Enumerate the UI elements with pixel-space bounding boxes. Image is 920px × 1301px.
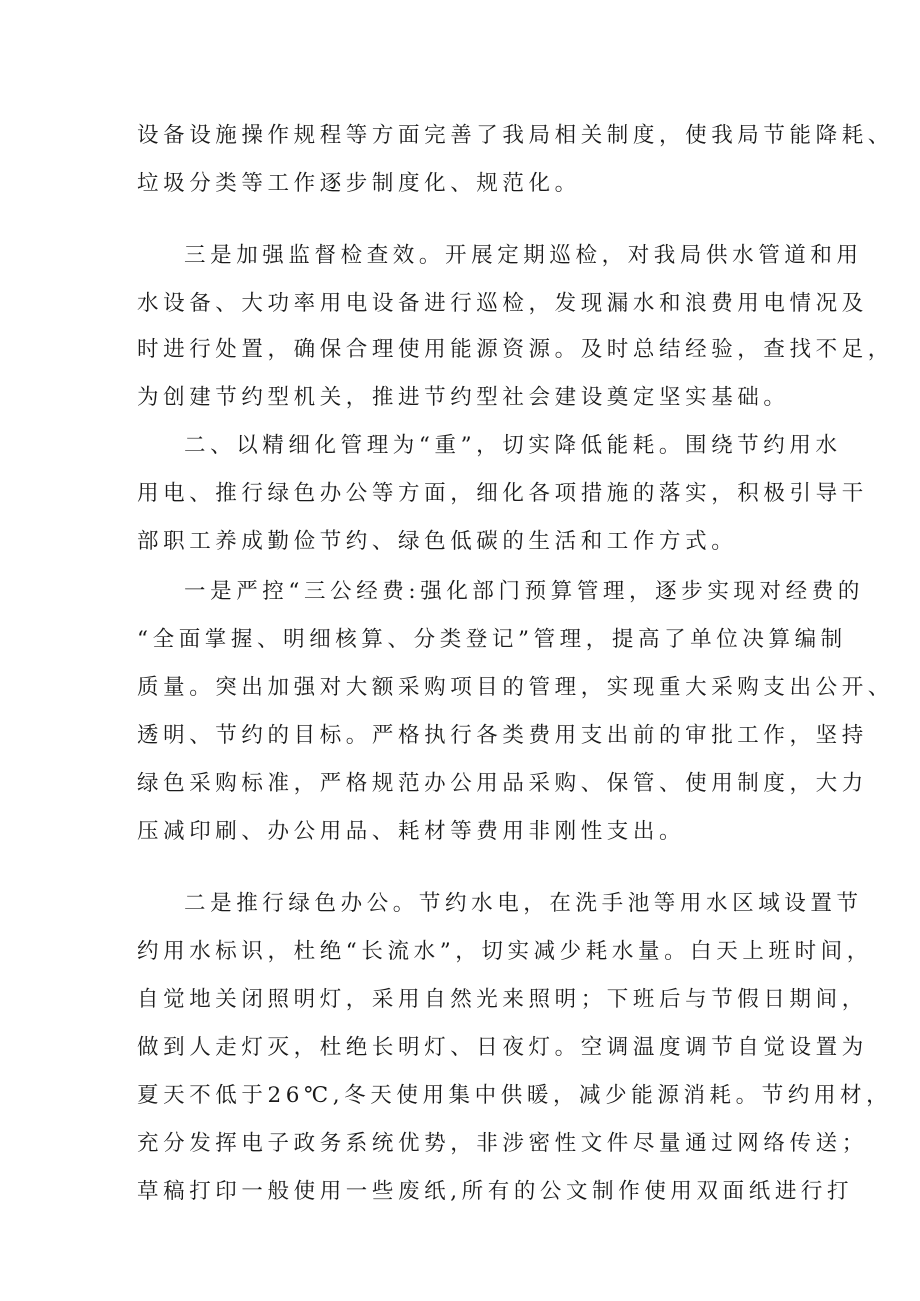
text-line: 充分发挥电子政务系统优势，非涉密性文件尽量通过网络传送； — [137, 1131, 868, 1156]
paragraph-first-line: 一是严控“三公经费:强化部门预算管理，逐步实现对经费的 — [184, 579, 864, 604]
text-line: 自觉地关闭照明灯，采用自然光来照明；下班后与节假日期间， — [137, 987, 868, 1012]
text-line: 垃圾分类等工作逐步制度化、规范化。 — [137, 171, 581, 196]
text-line: 时进行处置，确保合理使用能源资源。及时总结经验，查找不足， — [137, 337, 894, 362]
text-line: 绿色采购标准，严格规范办公用品采购、保管、使用制度，大力 — [137, 771, 868, 796]
text-line: 水设备、大功率用电设备进行巡检，发现漏水和浪费用电情况及 — [137, 291, 868, 316]
text-line: 约用水标识，杜绝“长流水”，切实减少耗水量。白天上班时间， — [137, 939, 873, 964]
text-line: 为创建节约型机关，推进节约型社会建设奠定坚实基础。 — [137, 385, 790, 410]
text-line: 做到人走灯灭，杜绝长明灯、日夜灯。空调温度调节自觉设置为 — [137, 1035, 868, 1060]
text-line: 设备设施操作规程等方面完善了我局相关制度，使我局节能降耗、 — [137, 123, 894, 148]
text-line: 用电、推行绿色办公等方面，细化各项措施的落实，积极引导干 — [137, 481, 868, 506]
section-heading-line: 二、以精细化管理为“重”，切实降低能耗。围绕节约用水 — [184, 433, 842, 458]
text-line: “全面掌握、明细核算、分类登记”管理，提高了单位决算编制 — [137, 627, 847, 652]
text-line: 草稿打印一般使用一些废纸,所有的公文制作使用双面纸进行打 — [137, 1179, 854, 1204]
text-line: 部职工养成勤俭节约、绿色低碳的生活和工作方式。 — [137, 529, 738, 554]
paragraph-first-line: 二是推行绿色办公。节约水电，在洗手池等用水区域设置节 — [184, 891, 863, 916]
text-line: 压减印刷、办公用品、耗材等费用非刚性支出。 — [137, 819, 686, 844]
paragraph-first-line: 三是加强监督检查效。开展定期巡检，对我局供水管道和用 — [184, 243, 863, 268]
text-line: 质量。突出加强对大额采购项目的管理，实现重大采购支出公开、 — [137, 675, 894, 700]
text-line: 夏天不低于26℃,冬天使用集中供暖，减少能源消耗。节约用材， — [137, 1083, 893, 1108]
text-line: 透明、节约的目标。严格执行各类费用支出前的审批工作，坚持 — [137, 723, 868, 748]
